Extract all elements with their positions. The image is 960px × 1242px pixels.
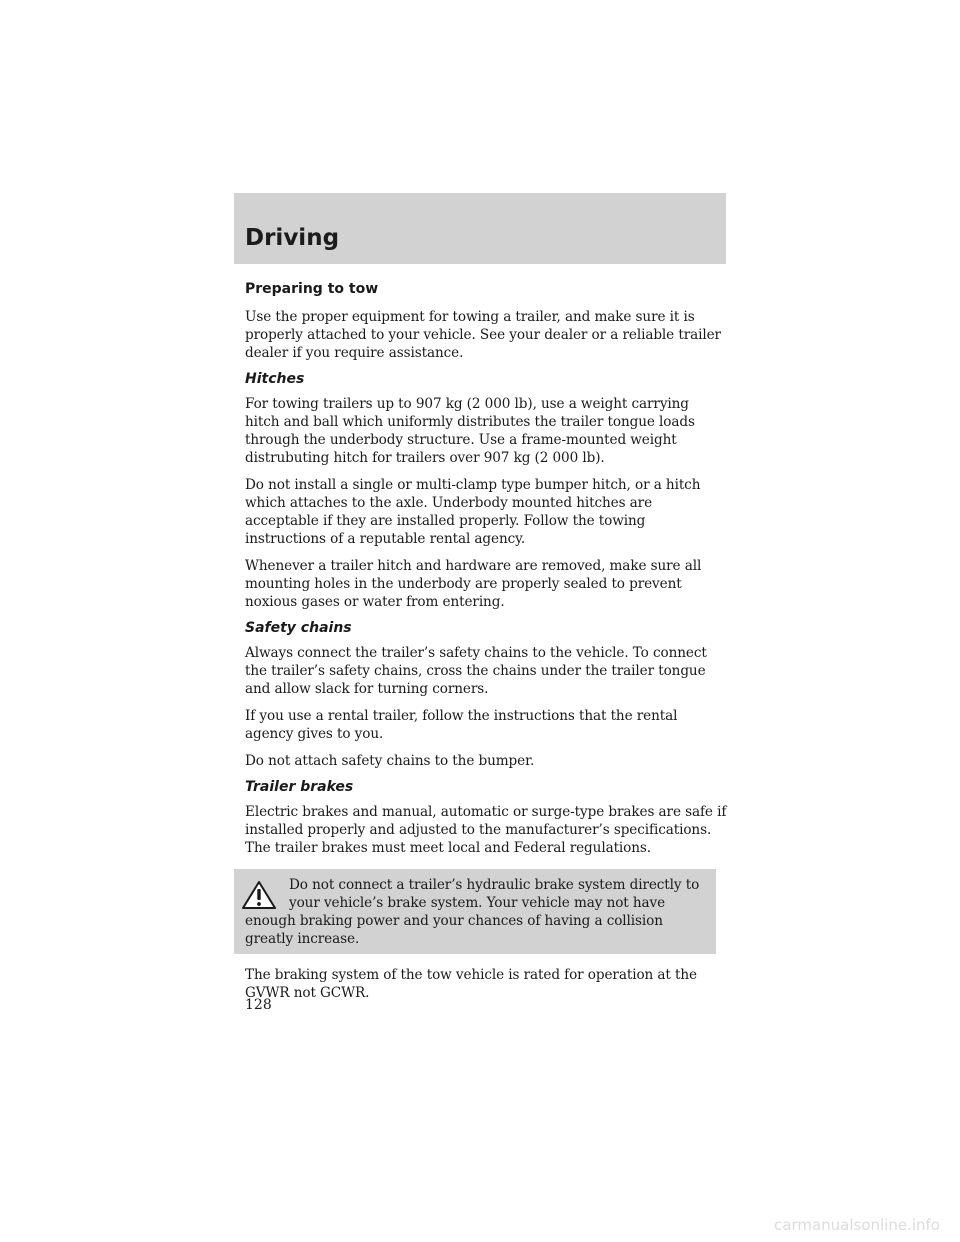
safety-chains-paragraph-3: Do not attach safety chains to the bumper.: [245, 753, 535, 769]
intro-paragraph: Use the proper equipment for towing a trailer, and make sure it is properly attached to your vehicle. See your dealer or a reliable trailer dealer if you require assistance.: [245, 309, 721, 361]
trailer-brakes-paragraph-1: Electric brakes and manual, automatic or surge-type brakes are safe if installed properly and adjusted to the manufacturer’s specifications. The trailer brakes must meet local and Federal regulations.: [245, 804, 727, 856]
safety-chains-paragraph-1: Always connect the trailer’s safety chains to the vehicle. To connect the trailer’s safety chains, cross the chains under the trailer tongue and allow slack for turning corners.: [245, 645, 707, 697]
page-content: [245, 281, 727, 1011]
warning-triangle-icon: [241, 880, 277, 910]
page-heading: Preparing to tow: [245, 281, 379, 297]
safety-chains-paragraph-2: If you use a rental trailer, follow the instructions that the rental agency gives to you.: [245, 708, 678, 742]
warning-text: Do not connect a trailer’s hydraulic brake system directly to your vehicle’s brake system. Your vehicle may not have enough braking power and your chances of having a collision greatly increase.: [245, 877, 700, 947]
trailer-brakes-paragraph-2: The braking system of the tow vehicle is rated for operation at the GVWR not GCWR.: [245, 967, 697, 1001]
watermark-text: carmanualsonline.info: [774, 1216, 940, 1234]
hitches-paragraph-2: Do not install a single or multi-clamp type bumper hitch, or a hitch which attaches to the axle. Underbody mounted hitches are acceptable if they are installed properly. Follow the towing instructions of a reputable rental agency.: [245, 477, 701, 547]
safety-chains-heading: Safety chains: [245, 620, 352, 636]
warning-box: [234, 869, 716, 954]
section-title: Driving: [245, 225, 340, 251]
section-header-band: [234, 193, 726, 264]
hitches-paragraph-3: Whenever a trailer hitch and hardware are removed, make sure all mounting holes in the underbody are properly sealed to prevent noxious gases or water from entering.: [245, 558, 702, 610]
trailer-brakes-heading: Trailer brakes: [245, 779, 354, 795]
page-number: 128: [245, 997, 272, 1013]
hitches-paragraph-1: For towing trailers up to 907 kg (2 000 lb), use a weight carrying hitch and ball which uniformly distributes the trailer tongue loads through the underbody structure. Use a frame-mounted weight distrubuting hitch for trailers over 907 kg (2 000 lb).: [245, 396, 695, 466]
hitches-heading: Hitches: [245, 371, 305, 387]
